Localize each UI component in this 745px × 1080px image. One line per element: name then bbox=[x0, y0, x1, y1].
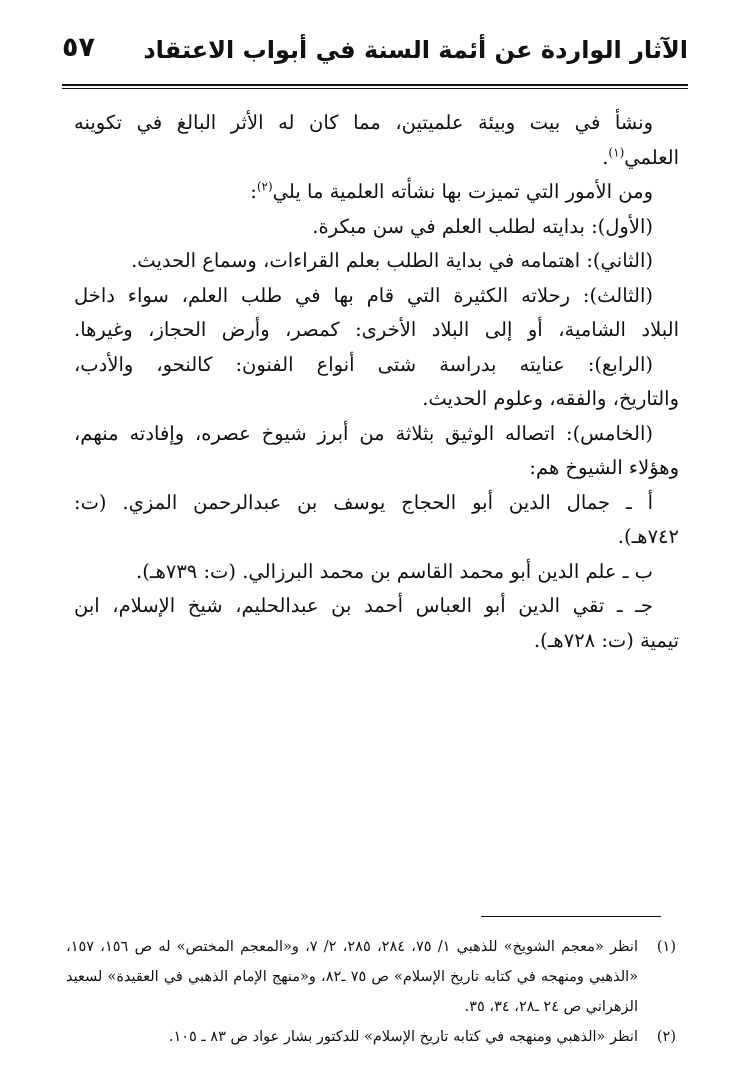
running-header bbox=[62, 30, 688, 80]
text-line: (الثالث): رحلاته الكثيرة التي قام بها في طلب العلم، سواء داخل bbox=[74, 283, 653, 307]
text-line: (الثاني): اهتمامه في بداية الطلب بعلم القراءات، وسماع الحديث. bbox=[131, 249, 653, 272]
footnote-item bbox=[66, 932, 676, 1022]
footnotes bbox=[66, 932, 676, 1052]
text-line-content: ومن الأمور التي تميزت بها نشأته العلمية ما يلي bbox=[272, 180, 653, 203]
text-line: جـ ـ تقي الدين أبو العباس أحمد بن عبدالحليم، شيخ الإسلام، ابن bbox=[74, 594, 653, 617]
text-line: البلاد الشامية، أو إلى البلاد الأخرى: كمصر، وأرض الحجاز، وغيرها. bbox=[74, 318, 679, 341]
footnote-mark: (٢) bbox=[656, 1029, 676, 1045]
text-line: ٧٤٢هـ). bbox=[617, 525, 679, 548]
footnote-mark: (١) bbox=[656, 939, 676, 955]
text-line bbox=[74, 141, 679, 176]
text-line: والتاريخ، والفقه، وعلوم الحديث. bbox=[422, 387, 679, 410]
text-line: أ ـ جمال الدين أبو الحجاج يوسف بن عبدالرحمن المزي. (ت: bbox=[74, 490, 653, 514]
text-line: (الرابع): عنايته بدراسة شتى أنواع الفنون: كالنحو، والأدب، bbox=[74, 352, 653, 376]
running-title: الآثار الواردة عن أئمة السنة في أبواب الاعتقاد bbox=[143, 36, 688, 64]
footnote-reference[interactable]: (٢) bbox=[256, 179, 273, 194]
main-text bbox=[74, 106, 679, 658]
text-line: تيمية (ت: ٧٢٨هـ). bbox=[533, 628, 679, 652]
page-number: ٥٧ bbox=[62, 32, 95, 63]
footnote-text: انظر «الذهبي ومنهجه في كتابه تاريخ الإسلام» للدكتور بشار عواد ص ٨٣ ـ ١٠٥. bbox=[168, 1029, 638, 1045]
text-line: (الأول): بدايته لطلب العلم في سن مبكرة. bbox=[312, 214, 653, 238]
line-punctuation: : bbox=[250, 180, 257, 203]
text-line: وهؤلاء الشيوخ هم: bbox=[529, 456, 679, 479]
header-rule bbox=[62, 84, 688, 89]
footnote-text: انظر «معجم الشويخ» للذهبي ١/ ٧٥، ٢٨٤، ٢٨٥، ٢/ ٧، و«المعجم المختص» له ص ١٥٦، ١٥٧، «الذهبي ومنهجه في كتابه تاريخ الإسلام» ص ٧٥ ـ٨٢، و«منهج الإمام الذهبي في العقيدة» لسعيد الزهراني ص ٢٤ ـ٢٨، ٣٤، ٣٥. bbox=[66, 939, 639, 1015]
line-punctuation: . bbox=[602, 145, 609, 169]
text-line-content: العلمي bbox=[624, 145, 679, 169]
text-line: ونشأ في بيت وبيئة علميتين، مما كان له الأثر البالغ في تكوينه bbox=[74, 111, 653, 134]
footnote-separator bbox=[481, 916, 661, 917]
footnote-item bbox=[66, 1022, 676, 1052]
footnote-reference[interactable]: (١) bbox=[608, 145, 625, 159]
text-line: (الخامس): اتصاله الوثيق بثلاثة من أبرز شيوخ عصره، وإفادته منهم، bbox=[74, 421, 653, 445]
text-line: ب ـ علم الدين أبو محمد القاسم بن محمد البرزالي. (ت: ٧٣٩هـ). bbox=[136, 559, 653, 583]
text-line bbox=[74, 175, 679, 210]
